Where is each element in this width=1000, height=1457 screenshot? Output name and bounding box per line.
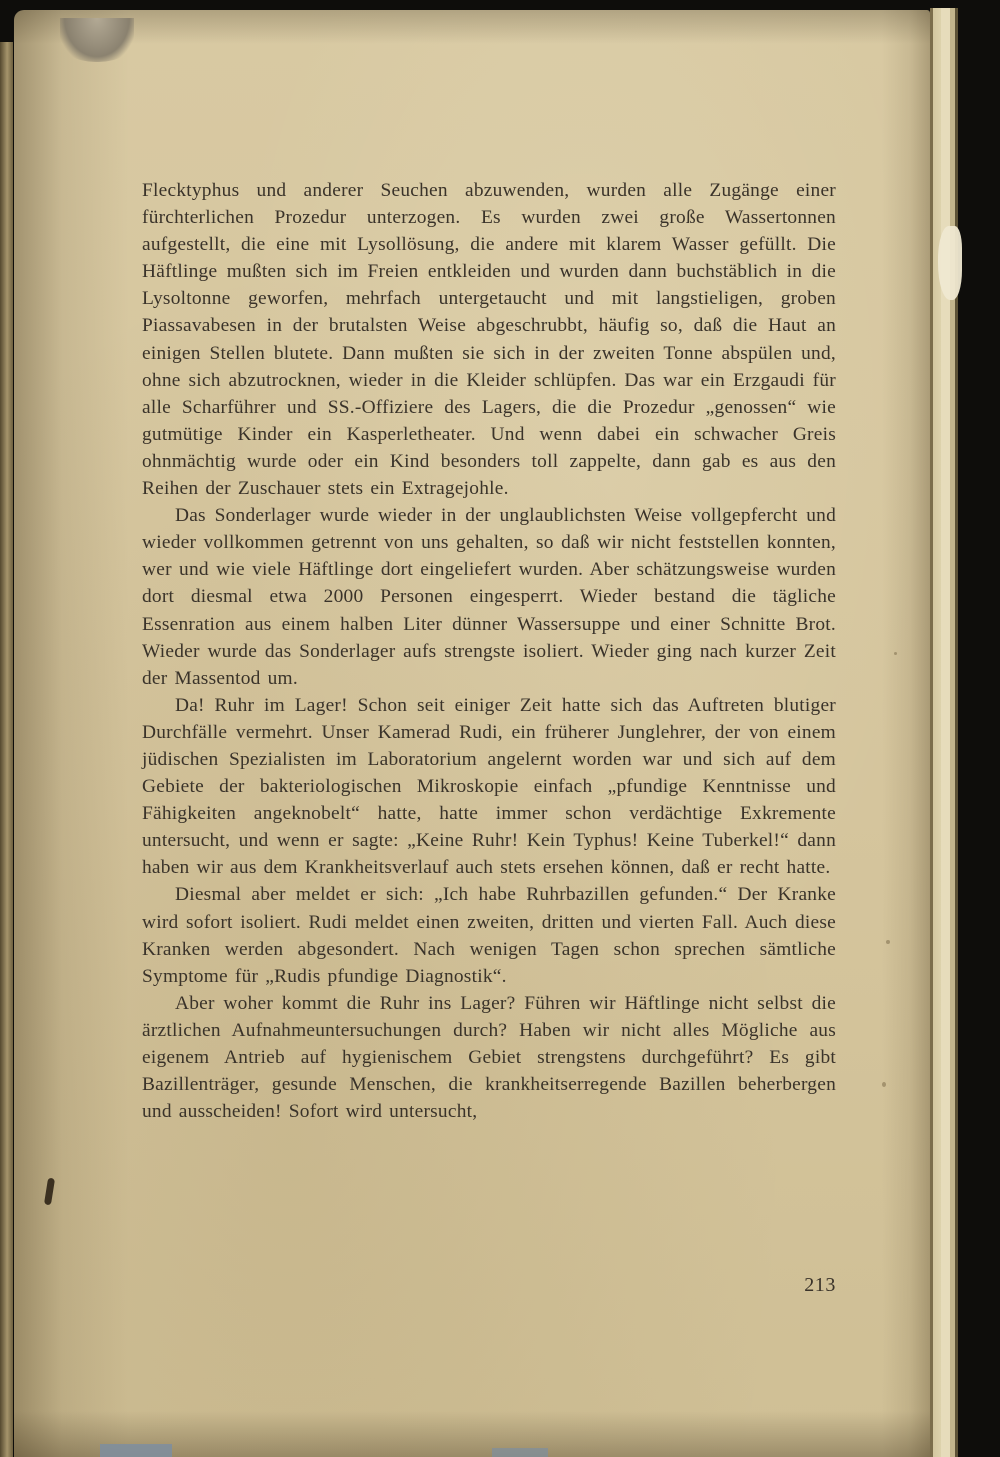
paragraph: Das Sonderlager wurde wieder in der unglaublichsten Weise vollgepfercht und wieder vollkommen getrennt von uns gehalten, so daß wir nicht feststellen konnten, wer und wie viele Häftlinge dort eingeliefert wurden. Aber schätzungsweise wurden dort diesmal etwa 2000 Personen eingesperrt. Wieder bestand die tägliche Essenration aus einem halben Liter dünner Wassersuppe und einer Schnitte Brot. Wieder wurde das Sonderlager aufs strengste isoliert. Wieder ging nach kurzer Zeit der Massentod um. (142, 505, 836, 689)
text-block (142, 177, 836, 1125)
book-cover-edge (0, 42, 13, 1457)
bottom-edge-mark (100, 1444, 172, 1457)
paper-speck (894, 652, 897, 655)
paragraph: Aber woher kommt die Ruhr ins Lager? Führen wir Häftlinge nicht selbst die ärztlichen Aufnahmeuntersuchungen durch? Haben wir nicht alles Mögliche aus eigenem Antrieb auf hygienischem Gebiet strengstens durchgeführt? Es gibt Bazillenträger, gesunde Menschen, die krankheitserregende Bazillen beherbergen und ausscheiden! Sofort wird untersucht, (142, 992, 836, 1123)
bottom-edge-mark (492, 1448, 548, 1457)
page-number: 213 (804, 1274, 836, 1296)
page-corner-shadow (60, 18, 134, 62)
paragraph: Flecktyphus und anderer Seuchen abzuwenden, wurden alle Zugänge einer fürchterlichen Prozedur unterzogen. Es wurden zwei große Wassertonnen aufgestellt, die eine mit Lysollösung, die andere mit klarem Wasser gefüllt. Die Häftlinge mußten sich im Freien entkleiden und wurden dann buchstäblich in die Lysoltonne geworfen, mehrfach untergetaucht und mit langstieligen, groben Piassavabesen in der brutalsten Weise abgeschrubbt, häufig so, daß die Haut an einigen Stellen blutete. Dann mußten sie sich in der zweiten Tonne abspülen und, ohne sich abzutrocknen, wieder in die Kleider schlüpfen. Das war ein Erzgaudi für alle Scharführer und SS.-Offiziere des Lagers, die die Prozedur „genossen“ wie gutmütige Kinder ein Kasperletheater. Und wenn dabei ein schwacher Greis ohnmächtig wurde oder ein Kind besonders toll zappelte, dann gab es aus den Reihen der Zuschauer stets ein Extragejohle. (142, 180, 836, 500)
book-page (14, 10, 930, 1457)
paragraph: Diesmal aber meldet er sich: „Ich habe Ruhrbazillen gefunden.“ Der Kranke wird sofort isoliert. Rudi meldet einen zweiten, dritten und vierten Fall. Auch diese Kranken werden abgesondert. Nach wenigen Tagen schon sprechen sämtliche Symptome für „Rudis pfundige Diagnostik“. (142, 884, 836, 987)
paragraph: Da! Ruhr im Lager! Schon seit einiger Zeit hatte sich das Auftreten blutiger Durchfälle vermehrt. Unser Kamerad Rudi, ein früherer Junglehrer, der von einem jüdischen Spezialisten im Laboratorium angelernt worden war und sich auf dem Gebiete der bakteriologischen Mikroskopie einfach „pfundige Kenntnisse und Fähigkeiten angeknobelt“ hatte, hatte immer schon verdächtige Exkremente untersucht, und wenn er sagte: „Keine Ruhr! Kein Typhus! Keine Tuberkel!“ dann haben wir aus dem Krankheitsverlauf auch stets ersehen können, daß er recht hatte. (142, 694, 836, 879)
page-edge-chip (938, 226, 962, 300)
paper-speck (886, 940, 890, 944)
paper-speck (882, 1082, 886, 1087)
ink-mark (44, 1178, 55, 1206)
